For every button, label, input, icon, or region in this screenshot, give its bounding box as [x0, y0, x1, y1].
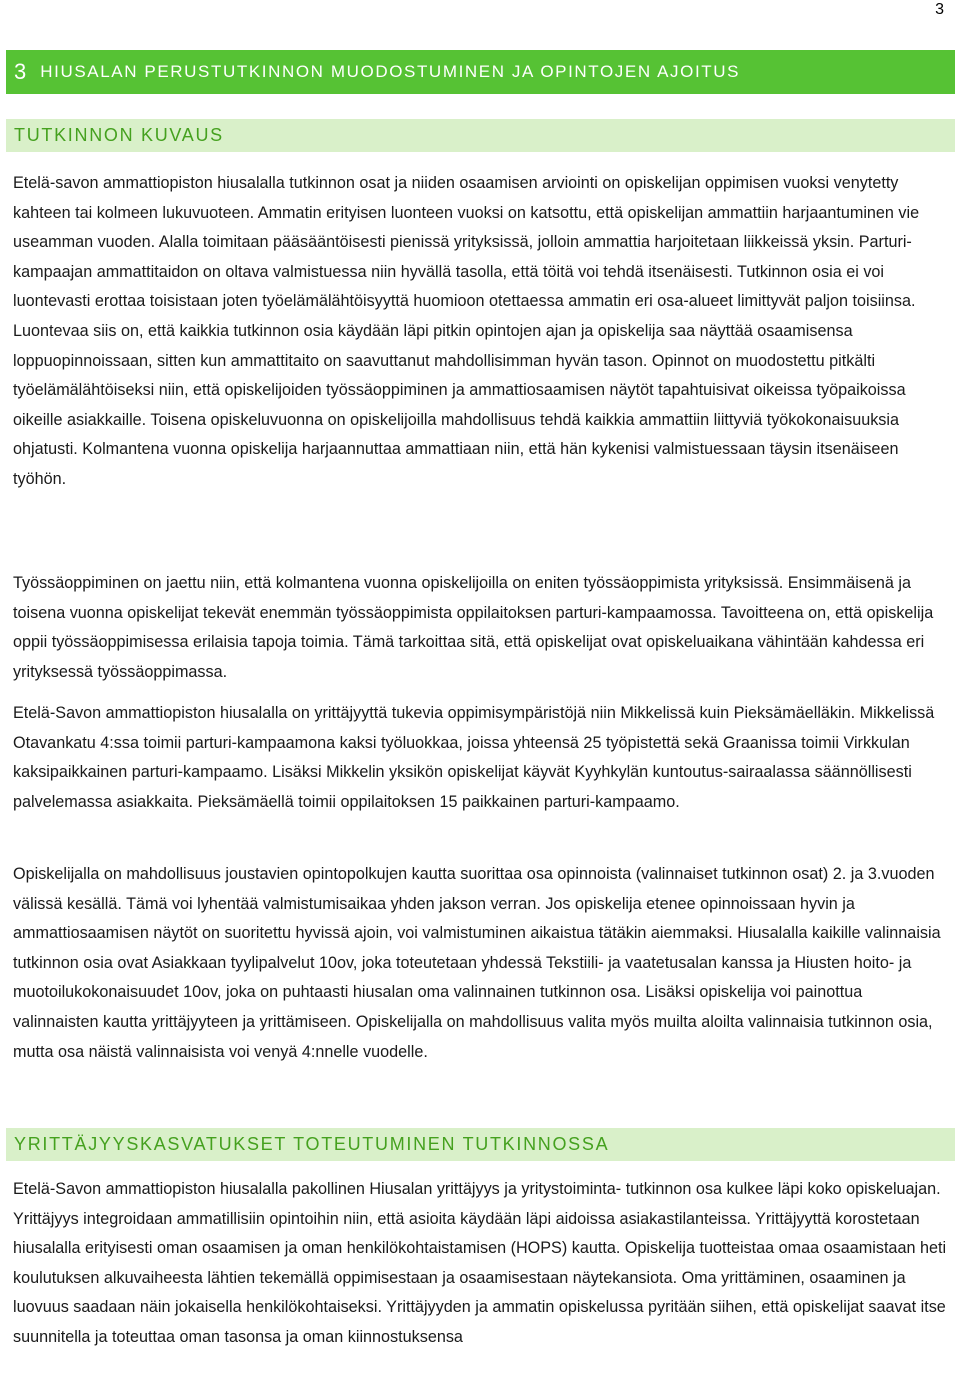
section-body	[13, 169, 949, 495]
paragraph: Etelä-Savon ammattiopiston hiusalalla pakollinen Hiusalan yrittäjyys ja yritystoiminta- tutkinnon osa kulkee läpi koko opiskeluajan. Yrittäjyys integroidaan ammatillisiin opintoihin niin, että asioita käydään läpi aidoissa asiakastilanteissa. Yrittäjyyttä korostetaan hiusalalla erityisesti oman osaamisen ja oman henkilökohtaistamisen (HOPS) kautta. Opiskelija tuotteistaa omaa osaamistaan heti koulutuksen alkuvaiheesta lähtien tekemällä oppimisestaan ja osaamisestaan näytekansiota. Oma yrittäminen, osaaminen ja luovuus saadaan näin jokaisella henkilökohtaiseksi. Yrittäjyyden ja ammatin opiskelussa pyritään siihen, että opiskelijat saavat itse suunnitella ja toteuttaa oman tasonsa ja oman kiinnostuksensa	[13, 1180, 947, 1346]
page-number: 3	[935, 1, 944, 18]
paragraph: Työssäoppiminen on jaettu niin, että kolmantena vuonna opiskelijoilla on eniten työssäoppimista yrityksissä. Ensimmäisenä ja toisena vuonna opiskelijat tekevät enemmän työssäoppimista oppilaitoksen parturi-kampaamossa. Tavoitteena on, että opiskelija oppii työssäoppimisessa erilaisia tapoja toimia. Tämä tarkoittaa sitä, että opiskelijat ovat opiskeluaikana vähintään kahdessa eri yrityksessä työssäoppimassa.	[13, 574, 934, 681]
section-body	[13, 569, 949, 687]
chapter-heading	[6, 50, 955, 94]
section-heading-tutkinnon-kuvaus: TUTKINNON KUVAUS	[6, 119, 955, 152]
section-body	[13, 860, 949, 1067]
paragraph: Etelä-savon ammattiopiston hiusalalla tutkinnon osat ja niiden osaamisen arviointi on opiskelijan oppimisen vuoksi venytetty kahteen tai kolmeen lukuvuoteen. Ammatin erityisen luonteen vuoksi on katsottu, että opiskelijan ammattiin harjaantuminen vie useamman vuoden. Alalla toimitaan pääsääntöisesti pienissä yrityksissä, jolloin ammattia harjoitetaan liikkeissä yksin. Parturi-kampaajan ammattitaidon on oltava valmistuessa niin hyvällä tasolla, että töitä voi tehdä itsenäisesti. Tutkinnon osia ei voi luontevasti erottaa toisistaan joten työelämälähtöisyyttä huomioon otettaessa ammatin eri osa-alueet limittyvät paljon toisiinsa. Luontevaa siis on, että kaikkia tutkinnon osia käydään läpi pitkin opintojen ajan ja opiskelija saa näyttää osaamisensa loppuopinnoissaan, sitten kun ammattitaito on saavuttanut mahdollisimman hyvän tason. Opinnot on muodostettu pitkälti työelämälähtöiseksi niin, että opiskelijoiden työssäoppiminen ja ammattiosaamisen näytöt tapahtuisivat oikeissa työpaikoissa oikeille asiakkaille. Toisena opiskeluvuonna on opiskelijoilla mahdollisuus tehdä kaikkia ammattiin liittyviä työkokonaisuuksia ohjatusti. Kolmantena vuonna opiskelija harjaannuttaa ammattiaan niin, että hän kykenisi valmistuessaan täysin itsenäiseen työhön.	[13, 174, 920, 488]
paragraph: Opiskelijalla on mahdollisuus joustavien opintopolkujen kautta suorittaa osa opinnoista (valinnaiset tutkinnon osat) 2. ja 3.vuoden välissä kesällä. Tämä voi lyhentää valmistumisaikaa yhden jakson verran. Jos opiskelija etenee opinnoissaan hyvin ja ammattiosaamisen näytöt on suoritettu hyvissä ajoin, voi valmistuminen aikaistua tätäkin aiemmaksi. Hiusalalla kaikille valinnaisia tutkinnon osia ovat Asiakkaan tyylipalvelut 10ov, joka toteutetaan yhdessä Tekstiili- ja vaatetusalan kanssa ja Hiusten hoito- ja muotoilukokonaisuudet 10ov, joka on puhtaasti hiusalan oma valinnainen tutkinnon osa. Lisäksi opiskelija voi painottua valinnaisten kautta yrittäjyyteen ja yrittämiseen. Opiskelijalla on mahdollisuus valita myös muilta aloilta valinnaisia tutkinnon osia, mutta osa näistä valinnaisista voi venyä 4:nnelle vuodelle.	[13, 865, 941, 1061]
section-body	[13, 1175, 949, 1353]
section-heading-yrittajyyskasvatus: YRITTÄJYYSKASVATUKSET TOTEUTUMINEN TUTKINNOSSA	[6, 1128, 955, 1161]
section-body	[13, 699, 949, 817]
chapter-title: HIUSALAN PERUSTUTKINNON MUODOSTUMINEN JA OPINTOJEN AJOITUS	[40, 62, 741, 81]
chapter-number: 3	[14, 59, 27, 84]
paragraph: Etelä-Savon ammattiopiston hiusalalla on yrittäjyyttä tukevia oppimisympäristöjä niin Mikkelissä kuin Pieksämäelläkin. Mikkelissä Otavankatu 4:ssa toimii parturi-kampaamona kaksi työluokkaa, joissa yhteensä 25 työpistettä sekä Graanissa toimii Virkkulan kaksipaikkainen parturi-kampaamo. Lisäksi Mikkelin yksikön opiskelijat käyvät Kyyhkylän kuntoutus-sairaalassa säännöllisesti palvelemassa asiakkaita. Pieksämäellä toimii oppilaitoksen 15 paikkainen parturi-kampaamo.	[13, 704, 935, 811]
